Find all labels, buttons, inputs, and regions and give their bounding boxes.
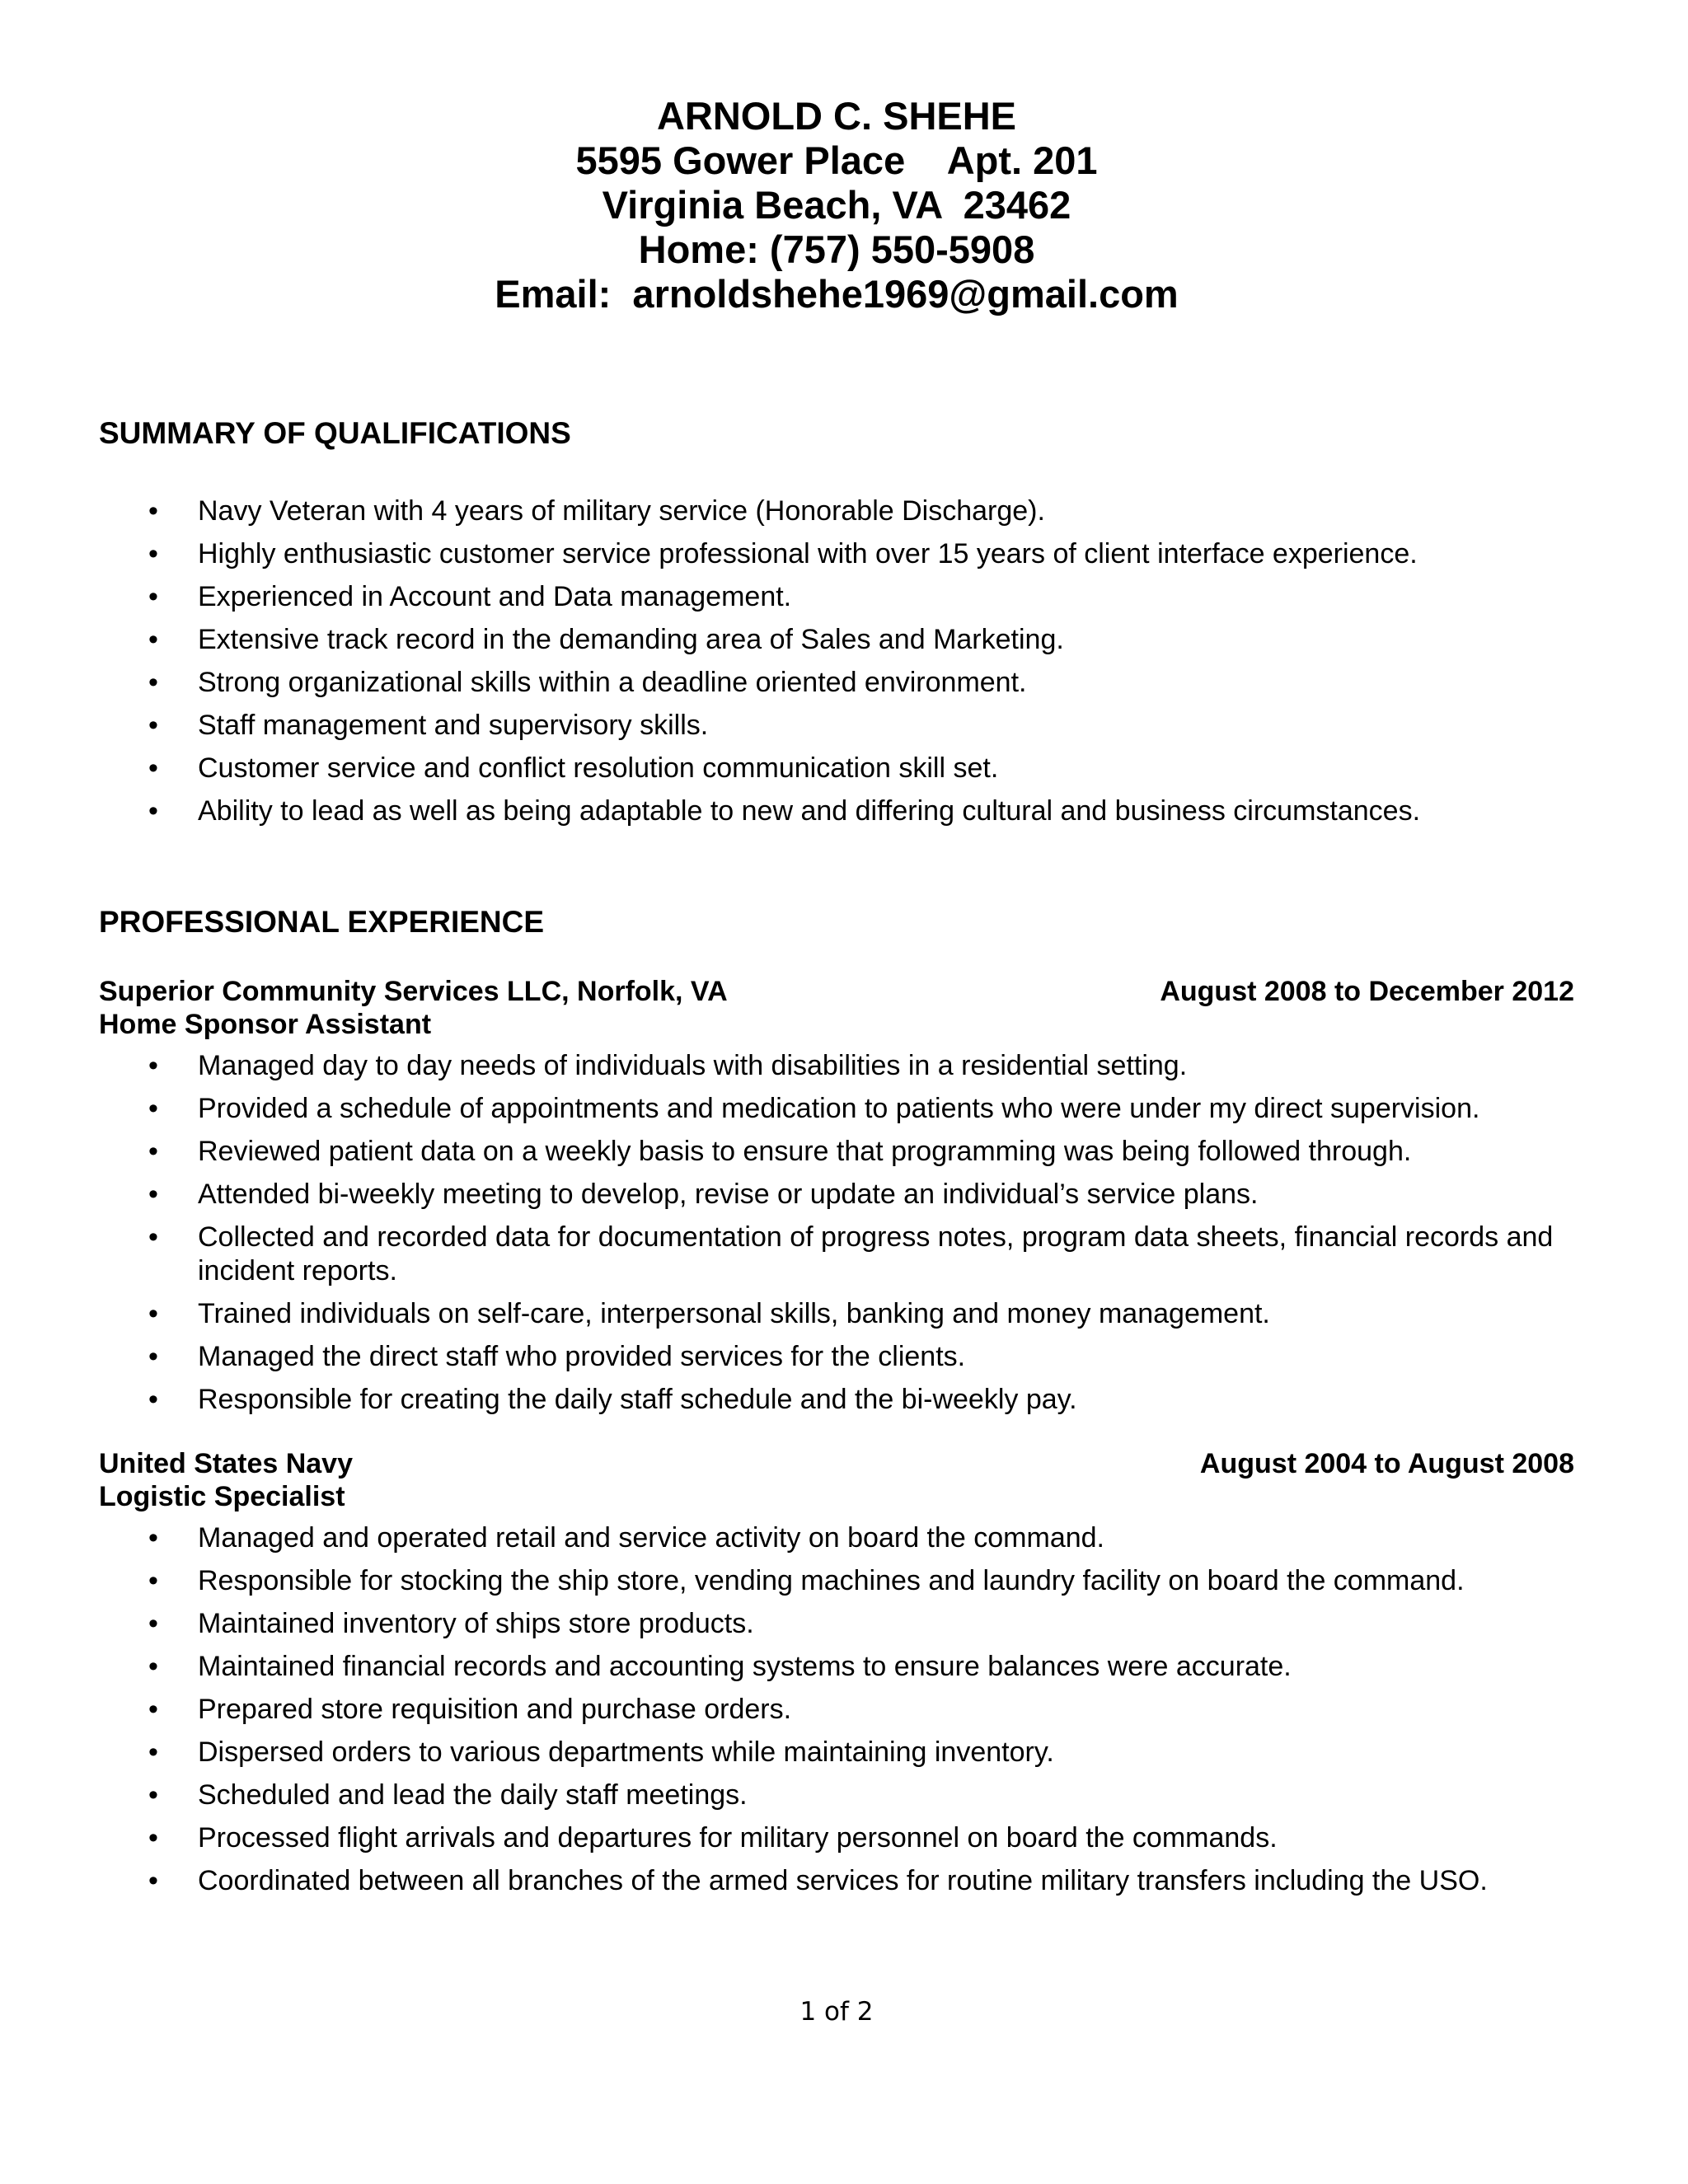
- street-address: 5595 Gower Place Apt. 201: [575, 138, 1098, 182]
- job-duty-item: • Provided a schedule of appointments and medication to patients who were under my direct supervision.: [99, 1092, 1574, 1126]
- city-state-zip: Virginia Beach, VA 23462: [602, 183, 1071, 227]
- candidate-name: ARNOLD C. SHEHE: [656, 94, 1017, 138]
- job-duty-item: • Maintained financial records and accounting systems to ensure balances were accurate.: [99, 1650, 1574, 1684]
- experience-section-title: PROFESSIONAL EXPERIENCE: [99, 905, 545, 939]
- summary-item: • Highly enthusiastic customer service professional with over 15 years of client interface experience.: [99, 537, 1574, 571]
- job-duties-list: [99, 1521, 1574, 1907]
- summary-item: • Navy Veteran with 4 years of military service (Honorable Discharge).: [99, 494, 1574, 528]
- summary-item: • Experienced in Account and Data management.: [99, 580, 1574, 614]
- job-duty-item: • Managed day to day needs of individuals with disabilities in a residential setting.: [99, 1049, 1574, 1083]
- summary-list: [99, 494, 1574, 837]
- email-address: Email: arnoldshehe1969@gmail.com: [495, 272, 1179, 316]
- job-role: Home Sponsor Assistant: [99, 1009, 432, 1040]
- job-employer: United States Navy: [99, 1448, 353, 1479]
- job-duty-item: • Dispersed orders to various departments while maintaining inventory.: [99, 1736, 1574, 1769]
- job-duty-item: • Managed the direct staff who provided services for the clients.: [99, 1340, 1574, 1374]
- job-duty-item: • Prepared store requisition and purchase orders.: [99, 1693, 1574, 1727]
- job-duty-item: • Reviewed patient data on a weekly basis to ensure that programming was being followed through.: [99, 1135, 1574, 1169]
- resume-page: [99, 0, 1574, 2184]
- job-header: [99, 1447, 1574, 1513]
- summary-item: • Strong organizational skills within a deadline oriented environment.: [99, 666, 1574, 700]
- job-duty-item: • Processed flight arrivals and departures for military personnel on board the commands.: [99, 1821, 1574, 1855]
- job-dates: August 2004 to August 2008: [1199, 1448, 1574, 1479]
- job-duty-item: • Collected and recorded data for documentation of progress notes, program data sheets, financial records and incident reports.: [99, 1221, 1574, 1287]
- home-phone: Home: (757) 550-5908: [638, 227, 1035, 271]
- job-duty-item: • Trained individuals on self-care, interpersonal skills, banking and money management.: [99, 1297, 1574, 1331]
- summary-item: • Staff management and supervisory skills.: [99, 709, 1574, 743]
- job-duty-item: • Scheduled and lead the daily staff meetings.: [99, 1779, 1574, 1812]
- job-duty-item: • Coordinated between all branches of the armed services for routine military transfers including the USO.: [99, 1864, 1574, 1898]
- job-duty-item: • Responsible for creating the daily staff schedule and the bi-weekly pay.: [99, 1383, 1574, 1417]
- job-duty-item: • Maintained inventory of ships store products.: [99, 1607, 1574, 1641]
- job-role: Logistic Specialist: [99, 1481, 345, 1512]
- job-duties-list: [99, 1049, 1574, 1426]
- job-duty-item: • Managed and operated retail and service activity on board the command.: [99, 1521, 1574, 1555]
- job-duty-item: • Responsible for stocking the ship store, vending machines and laundry facility on board the command.: [99, 1564, 1574, 1598]
- summary-item: • Ability to lead as well as being adaptable to new and differing cultural and business circumstances.: [99, 794, 1574, 828]
- summary-section-title: SUMMARY OF QUALIFICATIONS: [99, 416, 571, 450]
- job-dates: August 2008 to December 2012: [1160, 976, 1574, 1007]
- job-employer: Superior Community Services LLC, Norfolk, VA: [99, 976, 728, 1007]
- page-number: 1 of 2: [799, 1997, 874, 2027]
- summary-item: • Customer service and conflict resolution communication skill set.: [99, 752, 1574, 785]
- job-header: [99, 975, 1574, 1041]
- summary-item: • Extensive track record in the demanding area of Sales and Marketing.: [99, 623, 1574, 657]
- job-duty-item: • Attended bi-weekly meeting to develop, revise or update an individual’s service plans.: [99, 1178, 1574, 1212]
- contact-header: [99, 94, 1574, 316]
